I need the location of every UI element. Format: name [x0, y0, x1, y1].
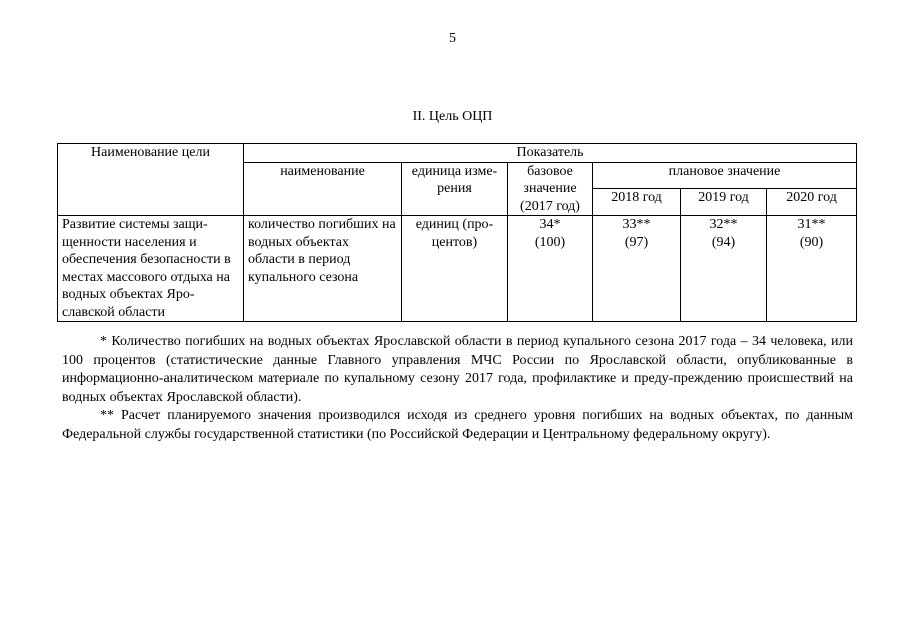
header-goal-name: Наименование цели — [58, 144, 244, 216]
base-percent: (100) — [534, 234, 566, 250]
page-number: 5 — [449, 31, 456, 46]
cell-plan-2018 — [593, 216, 681, 322]
plan-2020-value: 31** — [797, 217, 826, 232]
header-year-2020: 2020 год — [767, 189, 857, 216]
header-indicator: Показатель — [244, 144, 857, 163]
footnote-2: ** Расчет планируемого значения производился исходя из среднего уровня погибших на водных объектах, по данным Федеральной службы государственной статистики (по Российской Федерации и Центральному федеральному округу). — [62, 408, 853, 442]
cell-plan-2020 — [767, 216, 857, 322]
header-unit: единица изме-рения — [402, 162, 508, 216]
plan-2019-percent: (94) — [711, 234, 736, 250]
base-value: 34* — [539, 217, 561, 232]
cell-goal: Развитие системы защи-щенности населения и обеспечения безопасности в местах массового отдыха на водных объектах Яро-славской области — [58, 216, 244, 322]
cell-indicator-name: количество погибших на водных объектах области в период купального сезона — [244, 216, 402, 322]
goal-table — [57, 143, 857, 322]
header-year-2019: 2019 год — [681, 189, 767, 216]
plan-2019-value: 32** — [709, 217, 738, 232]
plan-2018-percent: (97) — [624, 234, 649, 250]
header-base-value: базовое значение (2017 год) — [508, 162, 593, 216]
header-year-2018: 2018 год — [593, 189, 681, 216]
footnotes — [62, 333, 853, 444]
cell-base-value — [508, 216, 593, 322]
header-indicator-name: наименование — [244, 162, 402, 216]
table-row — [58, 216, 857, 322]
plan-2020-percent: (90) — [799, 234, 824, 250]
plan-2018-value: 33** — [622, 217, 651, 232]
header-planned-value: плановое значение — [593, 162, 857, 189]
section-title: II. Цель ОЦП — [412, 109, 493, 124]
footnote-1: * Количество погибших на водных объектах Ярославской области в период купального сезона 2017 года – 34 человека, или 100 процентов (статистические данные Главного управления МЧС России по Ярославской области, опубликованные в информационно-аналитическом материале по купальному сезону 2017 года, профилактике и преду-преждению происшествий на водных объектах Ярославской области). — [62, 334, 853, 405]
cell-plan-2019 — [681, 216, 767, 322]
table-header-row-1 — [58, 144, 857, 163]
cell-unit: единиц (про-центов) — [402, 216, 508, 322]
